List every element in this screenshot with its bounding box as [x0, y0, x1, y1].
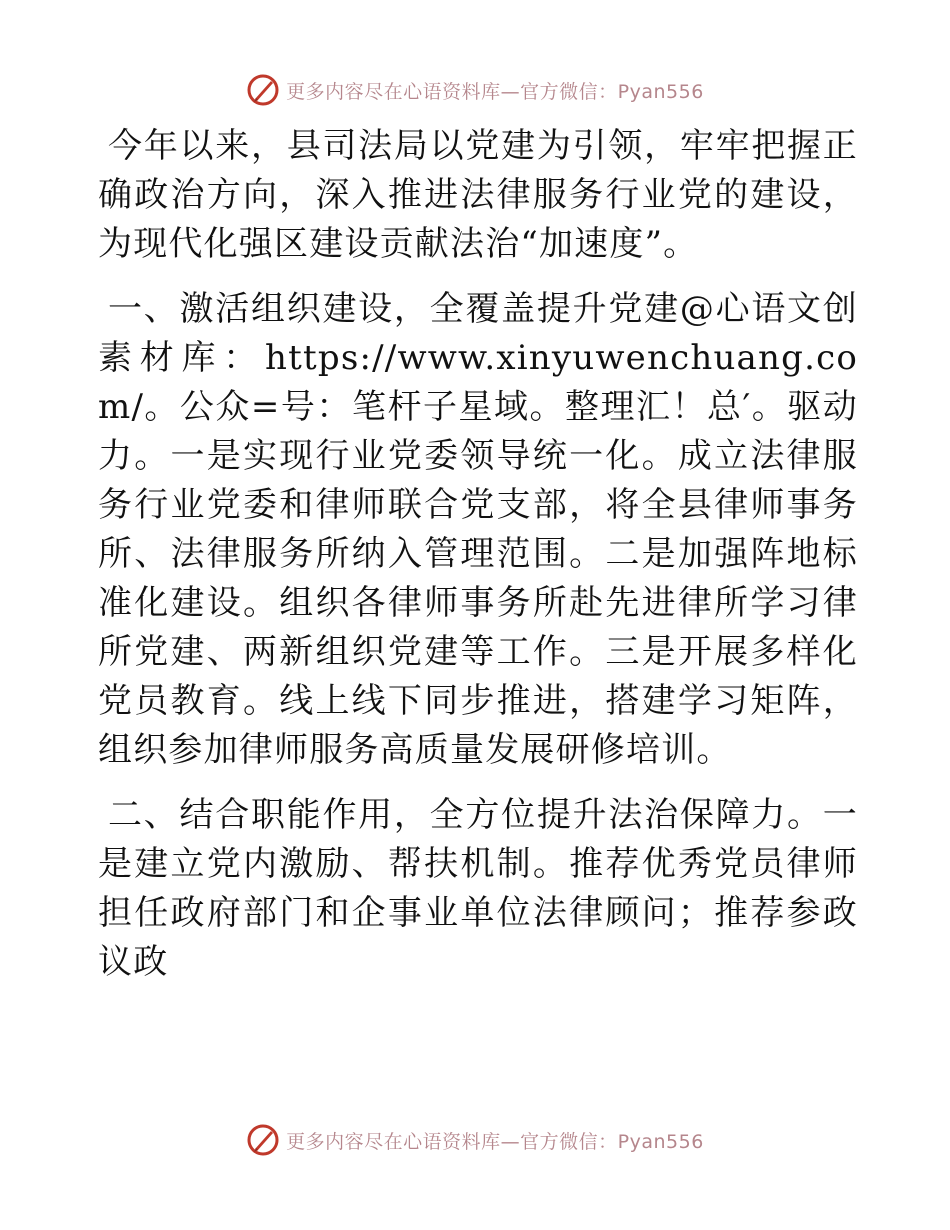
- header-watermark-text: 更多内容尽在心语资料库—官方微信：Pyan556: [286, 80, 704, 103]
- footer-watermark: [0, 1120, 950, 1160]
- document-body: [98, 122, 858, 987]
- paragraph-intro: 今年以来，县司法局以党建为引领，牢牢把握正确政治方向，深入推进法律服务行业党的建设，为现代化强区建设贡献法治“加速度”。: [98, 126, 858, 264]
- quill-logo-icon: [246, 1123, 280, 1157]
- header-watermark: [0, 70, 950, 110]
- paragraph-section-two: 二、结合职能作用，全方位提升法治保障力。一是建立党内激励、帮扶机制。推荐优秀党员律师担任政府部门和企事业单位法律顾问；推荐参政议政: [98, 795, 858, 982]
- footer-watermark-text: 更多内容尽在心语资料库—官方微信：Pyan556: [286, 1130, 704, 1153]
- quill-logo-icon: [246, 73, 280, 107]
- paragraph-section-one: 一、激活组织建设，全覆盖提升党建@心语文创素材库：https://www.xinyuwenchuang.com/。公众=号：笔杆子星域。整理汇！总′。驱动力。一是实现行业党委领导统一化。成立法律服务行业党委和律师联合党支部，将全县律师事务所、法律服务所纳入管理范围。二是加强阵地标准化建设。组织各律师事务所赴先进律所学习律所党建、两新组织党建等工作。三是开展多样化党员教育。线上线下同步推进，搭建学习矩阵，组织参加律师服务高质量发展研修培训。: [98, 289, 858, 770]
